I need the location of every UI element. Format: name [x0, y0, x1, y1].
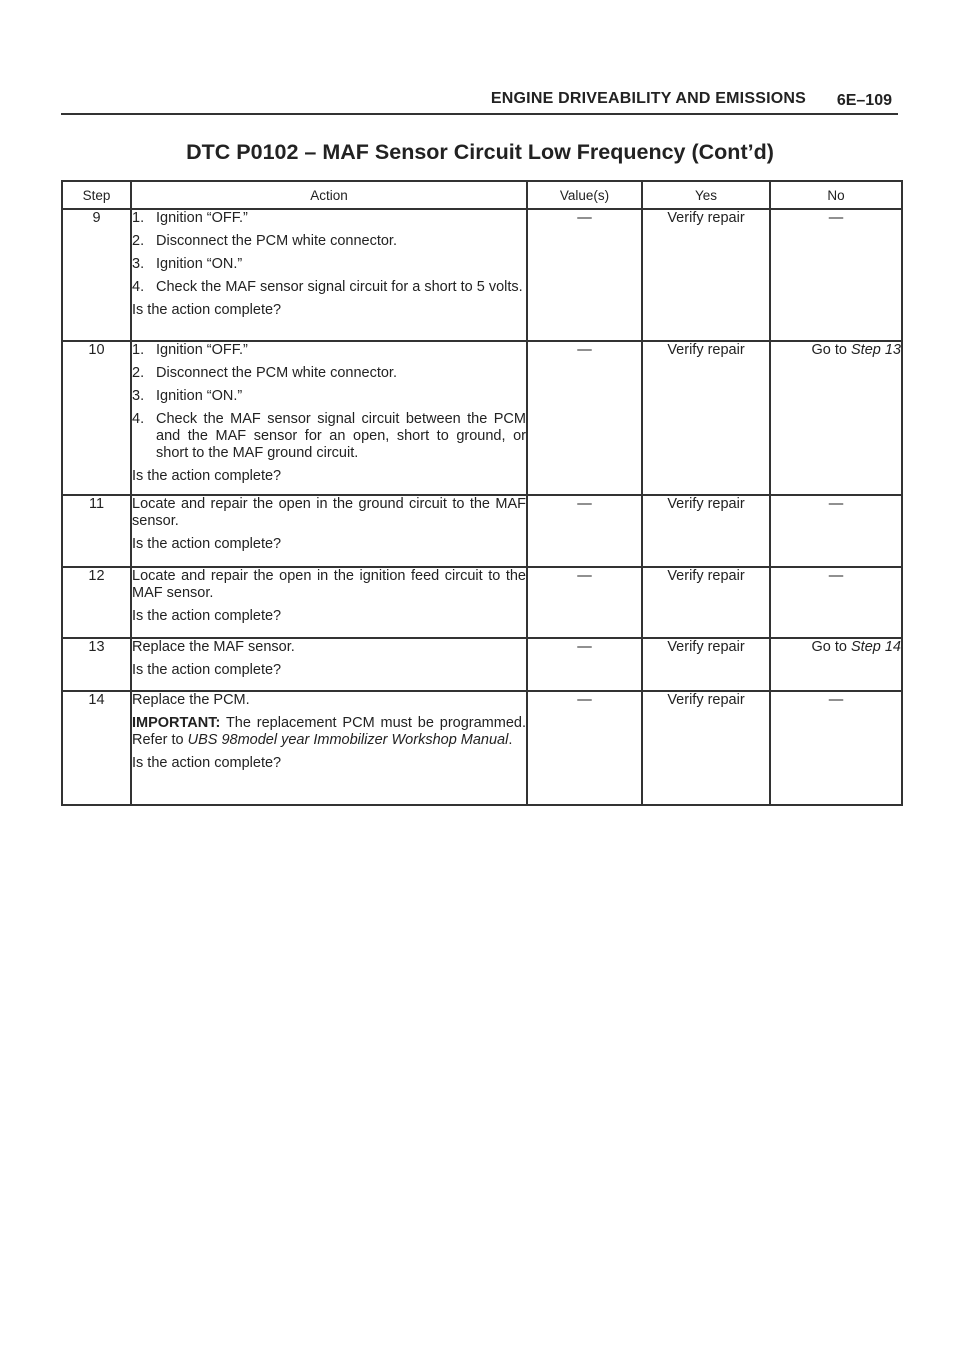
value-cell: —	[527, 341, 642, 495]
table-row	[62, 691, 902, 805]
action-question: Is the action complete?	[132, 662, 282, 678]
list-item: 2. Disconnect the PCM white connector.	[132, 233, 397, 249]
action-question: Is the action complete?	[132, 468, 282, 484]
list-item: 1. Ignition “OFF.”	[132, 342, 248, 358]
substep-list	[132, 342, 526, 462]
action-text: Replace the MAF sensor.	[132, 639, 295, 655]
column-header-step: Step	[62, 181, 131, 209]
yes-cell: Verify repair	[642, 341, 770, 495]
column-header-values: Value(s)	[527, 181, 642, 209]
action-cell	[131, 495, 527, 567]
action-cell	[131, 209, 527, 341]
action-cell	[131, 341, 527, 495]
no-cell: —	[770, 691, 902, 805]
value-cell: —	[527, 567, 642, 638]
action-question: Is the action complete?	[132, 755, 282, 771]
important-label: IMPORTANT:	[132, 715, 221, 731]
step-number: 9	[62, 209, 131, 341]
action-text: Replace the PCM.	[132, 692, 250, 708]
table-row	[62, 567, 902, 638]
action-cell	[131, 638, 527, 691]
header-rule	[61, 113, 898, 115]
yes-cell: Verify repair	[642, 567, 770, 638]
diagnostic-table	[61, 180, 903, 806]
step-reference: Step 14	[851, 639, 901, 655]
table-row	[62, 209, 902, 341]
yes-cell: Verify repair	[642, 691, 770, 805]
list-item: 4. Check the MAF sensor signal circuit for a short to 5 volts.	[132, 279, 523, 295]
list-item: 3. Ignition “ON.”	[132, 256, 243, 272]
action-question: Is the action complete?	[132, 608, 282, 624]
step-number: 14	[62, 691, 131, 805]
no-cell: Go to Step 13	[770, 341, 902, 495]
no-cell: —	[770, 209, 902, 341]
step-reference: Step 13	[851, 342, 901, 358]
value-cell: —	[527, 691, 642, 805]
action-question: Is the action complete?	[132, 302, 282, 318]
action-question: Is the action complete?	[132, 536, 282, 552]
value-cell: —	[527, 495, 642, 567]
table-row	[62, 638, 902, 691]
important-note: IMPORTANT: The replacement PCM must be programmed. Refer to UBS 98model year Immobilizer Workshop Manual.	[132, 715, 526, 748]
action-cell	[131, 691, 527, 805]
manual-reference: UBS 98model year Immobilizer Workshop Manual	[187, 732, 509, 748]
table-header-row	[62, 181, 902, 209]
step-number: 12	[62, 567, 131, 638]
section-title: ENGINE DRIVEABILITY AND EMISSIONS	[490, 90, 806, 107]
list-item: 1. Ignition “OFF.”	[132, 210, 248, 226]
step-number: 11	[62, 495, 131, 567]
no-cell: Go to Step 14	[770, 638, 902, 691]
column-header-yes: Yes	[642, 181, 770, 209]
table-row	[62, 495, 902, 567]
action-text: Locate and repair the open in the ground circuit to the MAF sensor.	[132, 496, 526, 529]
page-title: DTC P0102 – MAF Sensor Circuit Low Frequency (Cont’d)	[186, 140, 774, 164]
step-number: 13	[62, 638, 131, 691]
no-cell: —	[770, 567, 902, 638]
column-header-action: Action	[131, 181, 527, 209]
yes-cell: Verify repair	[642, 209, 770, 341]
page-number: 6E–109	[836, 92, 892, 109]
step-number: 10	[62, 341, 131, 495]
no-cell: —	[770, 495, 902, 567]
substep-list	[132, 210, 526, 296]
table-row	[62, 341, 902, 495]
action-cell	[131, 567, 527, 638]
list-item: 4. Check the MAF sensor signal circuit between the PCM and the MAF sensor for an open, short to ground, or short to the MAF ground circuit.	[132, 411, 526, 461]
list-item: 3. Ignition “ON.”	[132, 388, 243, 404]
list-item: 2. Disconnect the PCM white connector.	[132, 365, 397, 381]
yes-cell: Verify repair	[642, 638, 770, 691]
value-cell: —	[527, 638, 642, 691]
column-header-no: No	[770, 181, 902, 209]
value-cell: —	[527, 209, 642, 341]
action-text: Locate and repair the open in the ignition feed circuit to the MAF sensor.	[132, 568, 526, 601]
yes-cell: Verify repair	[642, 495, 770, 567]
